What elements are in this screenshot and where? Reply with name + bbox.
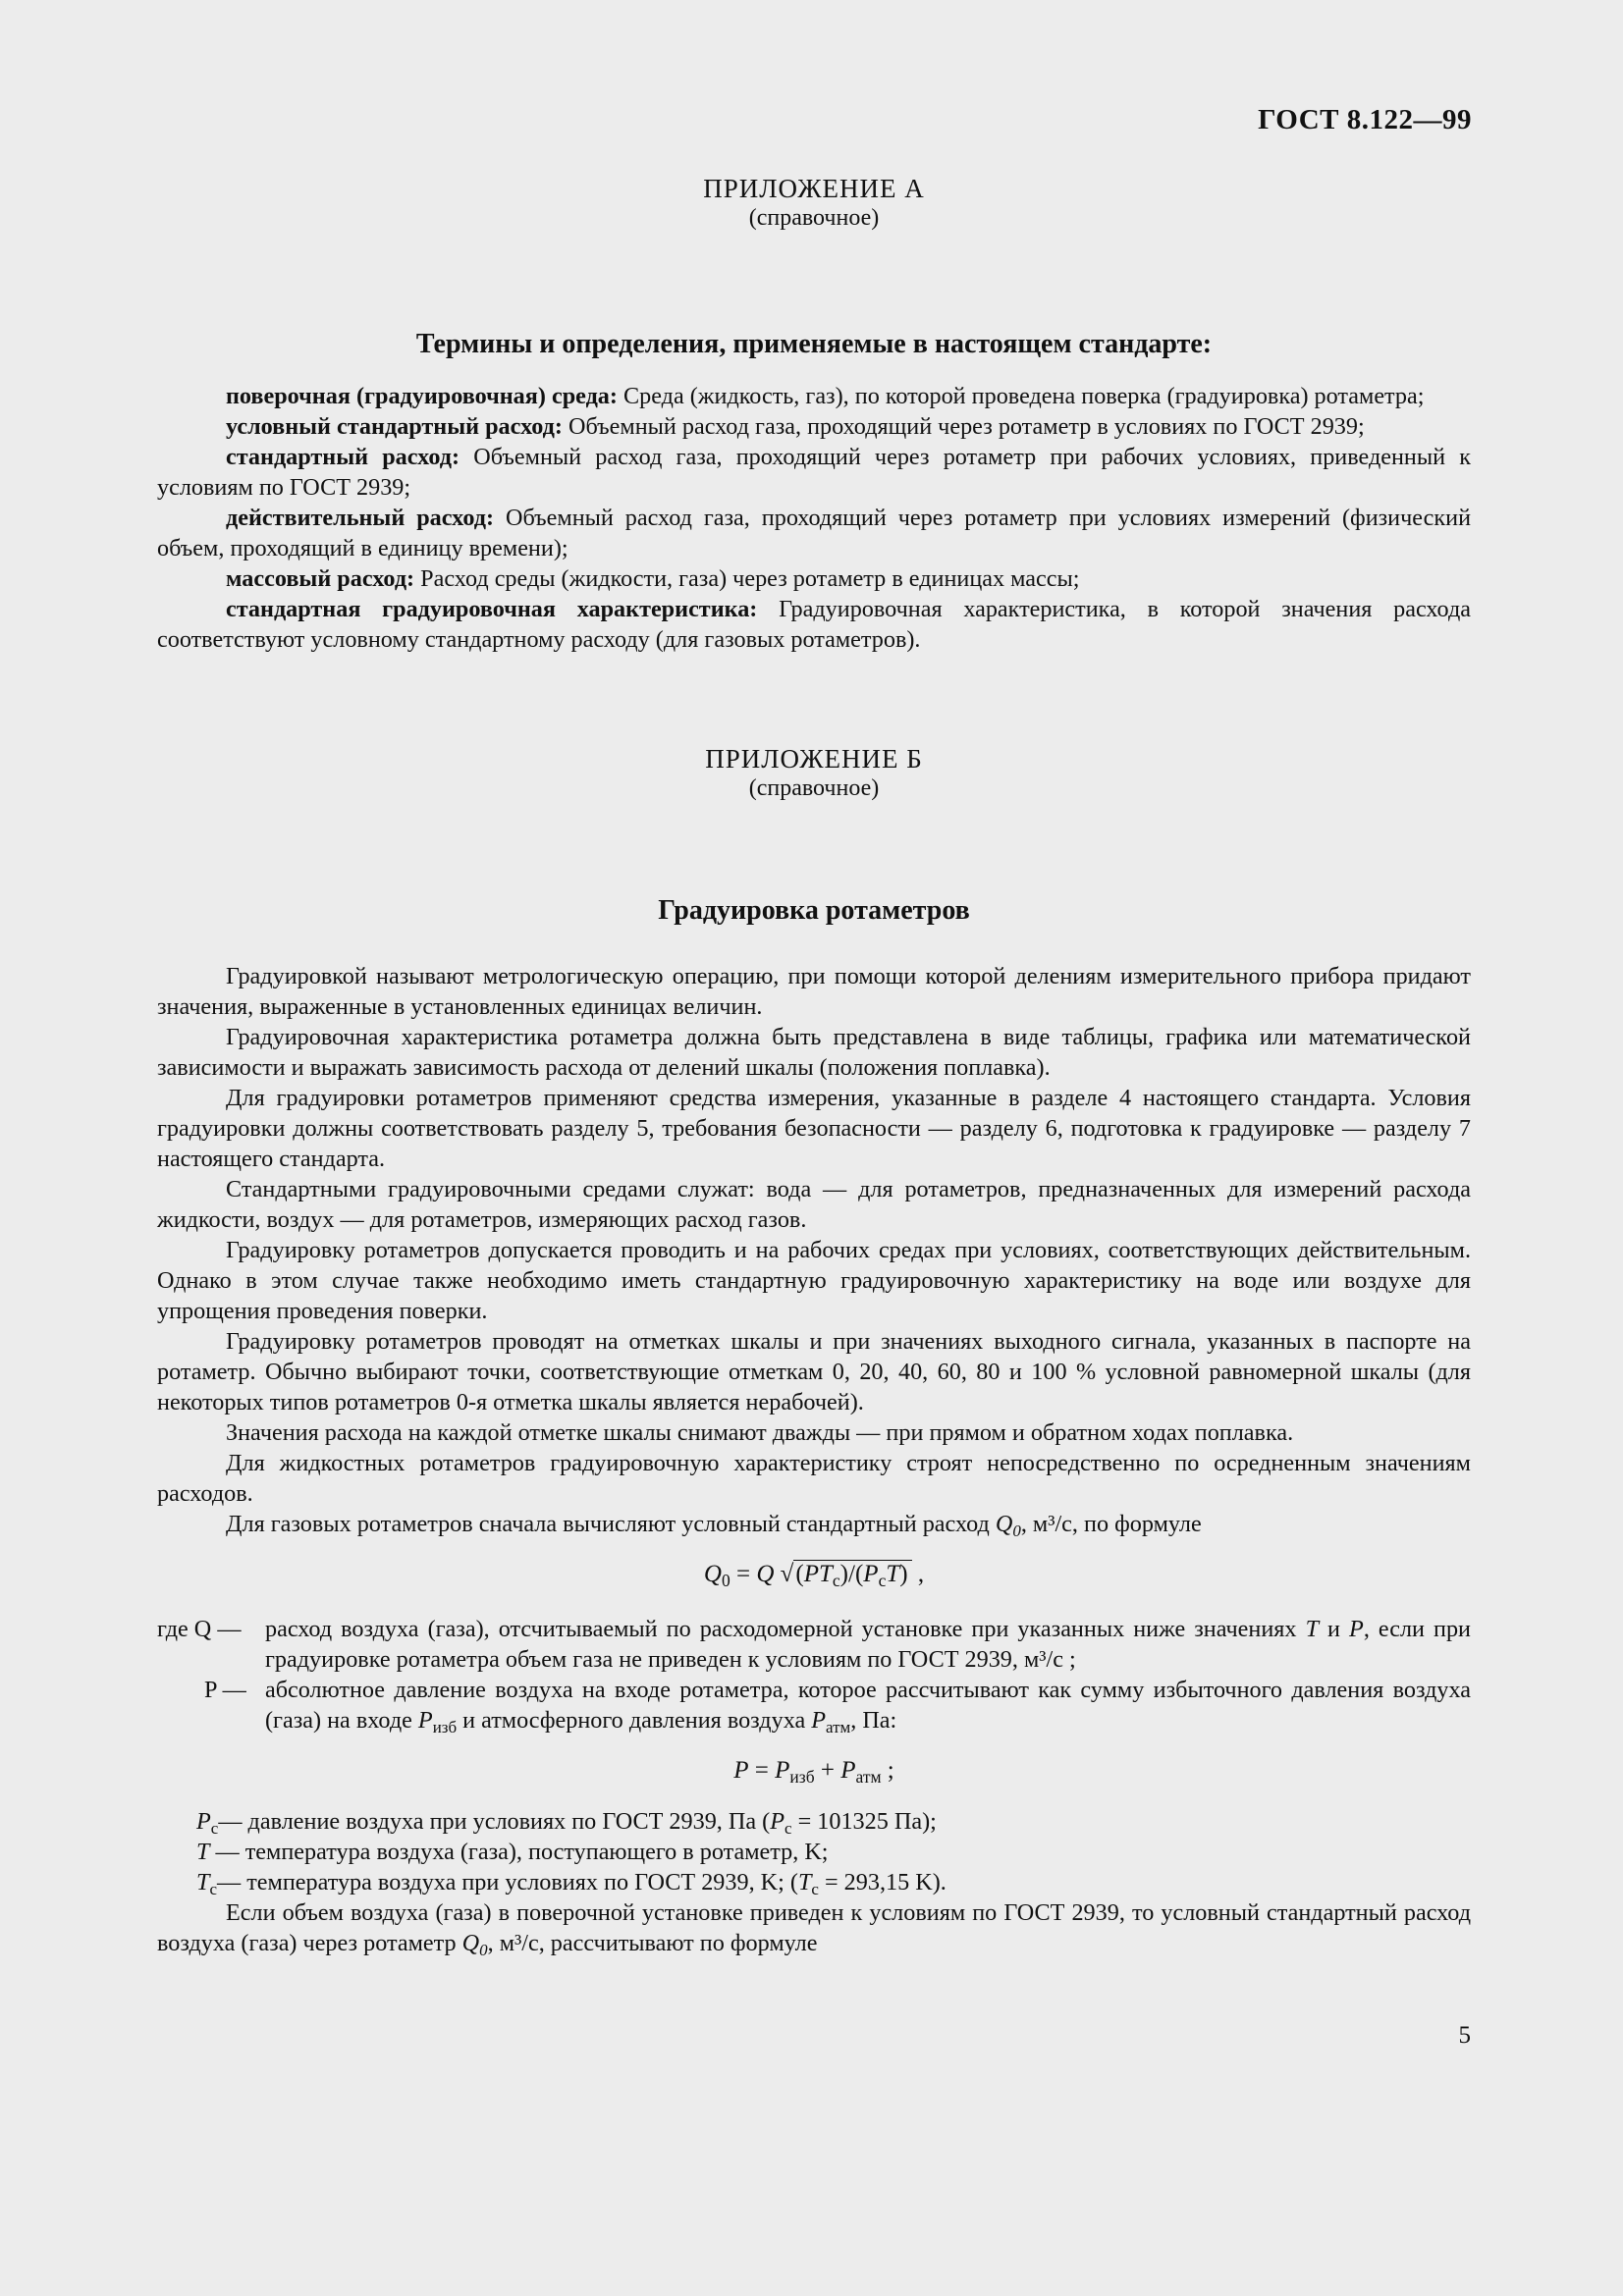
term-item [157,442,1471,503]
term-item [157,563,1471,594]
where-q-label: где Q — [157,1616,242,1642]
page-number: 5 [1458,2022,1471,2049]
body-paragraph: Для жидкостных ротаметров градуировочную характеристику строят непосредственно по осредненным значениям расходов. [157,1450,1471,1507]
term-label: поверочная (градуировочная) среда: [226,383,618,409]
formula-p: $P = P_{изб} + P_{атм}$ ; [733,1757,894,1787]
def-tc: $T_с—$ температура воздуха при условиях по ГОСТ 2939, K; ($T_с = 293,15$ K). [196,1869,947,1898]
content [157,173,1471,1958]
gas-intro-paragraph [157,1509,1471,1539]
body-paragraph: Градуировкой называют метрологическую операцию, при помощи которой делениям измерительного прибора придают значения, выраженные в установленных единицах величин. [157,963,1471,1020]
term-definition: Объемный расход газа, проходящий через ротаметр при рабочих условиях, приведенный к условиям по ГОСТ 2939; [157,444,1471,501]
appendix-b-subtitle: (справочное) [748,775,880,801]
formula-q0: $Q_0 = Q$ $√(PT_с)/(P_сT)$ , [703,1561,925,1590]
term-label: стандартный расход: [226,444,460,470]
where-p-label: P — [204,1677,246,1703]
where-q: где Q — расход воздуха (газа), отсчитываемый по расходомерной установке при указанных ниже значениях T и P, если при градуировке ротаметра объем газа не приведен к условиям по ГОСТ 2939, м³/с ; [157,1616,1471,1673]
appendix-a-title: ПРИЛОЖЕНИЕ А [703,174,925,203]
term-item [157,381,1471,411]
def-t: T — температура воздуха (газа), поступающего в ротаметр, K; [196,1839,829,1865]
where-p: P — абсолютное давление воздуха на входе ротаметра, которое рассчитывают как сумму избыточного давления воздуха (газа) на входе $P_{изб}$ и атмосферного давления воздуха $P_{атм}$, Па: [204,1677,1471,1736]
term-definition: Расход среды (жидкости, газа) через ротаметр в единицах массы; [414,565,1080,592]
calibration-heading: Градуировка ротаметров [658,895,970,926]
term-label: условный стандартный расход: [226,413,563,440]
body-paragraph: Градуировку ротаметров проводят на отметках шкалы и при значениях выходного сигнала, указанных в паспорте на ротаметр. Обычно выбирают точки, соответствующие отметкам 0, 20, 40, 60, 80 и 100 % условной равномерной шкалы (для некоторых типов ротаметров 0-я отметка шкалы является нерабочей). [157,1328,1471,1415]
appendix-b-title: ПРИЛОЖЕНИЕ Б [705,744,923,774]
body-paragraph: Градуировку ротаметров допускается проводить и на рабочих средах при условиях, соответствующих действительным. Однако в этом случае также необходимо иметь стандартную градуировочную характеристику на воде или воздухе для упрощения проведения поверки. [157,1237,1471,1324]
term-label: массовый расход: [226,565,415,592]
body-paragraph: Стандартными градуировочными средами служат: вода — для ротаметров, предназначенных для измерений расхода жидкости, воздух — для ротаметров, измеряющих расход газов. [157,1176,1471,1233]
term-label: стандартная градуировочная характеристика: [226,596,758,622]
gas-intro-unit: , м³/с, по формуле [1020,1511,1202,1537]
term-label: действительный расход: [226,505,495,531]
body-paragraph: Градуировочная характеристика ротаметра должна быть представлена в виде таблицы, графика или математической зависимости и выражать зависимость расхода от делений шкалы (положения поплавка). [157,1024,1471,1081]
terms-heading: Термины и определения, применяемые в настоящем стандарте: [415,329,1213,359]
gas-intro-text: Для газовых ротаметров сначала вычисляют условный стандартный расход [226,1511,996,1537]
final-paragraph: Если объем воздуха (газа) в поверочной установке приведен к условиям по ГОСТ 2939, то условный стандартный расход воздуха (газа) через ротаметр $Q_0$, м³/с, рассчитывают по формуле [157,1899,1471,1959]
term-definition: Среда (жидкость, газ), по которой проведена поверка (градуировка) ротаметра; [617,383,1425,409]
document-code: ГОСТ 8.122—99 [1258,104,1472,135]
appendix-a-subtitle: (справочное) [748,205,880,231]
term-item [157,411,1471,442]
term-definition: Градуировочная характеристика, в которой значения расхода соответствуют условному стандартному расходу (для газовых ротаметров). [157,596,1471,653]
term-item [157,594,1471,655]
body-paragraph: Значения расхода на каждой отметке шкалы снимают дважды — при прямом и обратном ходах поплавка. [226,1419,1294,1446]
term-item [157,503,1471,563]
body-paragraph: Для градуировки ротаметров применяют средства измерения, указанные в разделе 4 настоящего стандарта. Условия градуировки должны соответствовать разделу 5, требования безопасности — разделу 6, подготовка к градуировке — разделу 7 настоящего стандарта. [157,1085,1471,1172]
term-definition: Объемный расход газа, проходящий через ротаметр при условиях измерений (физический объем, проходящий в единицу времени); [157,505,1472,561]
term-definition: Объемный расход газа, проходящий через ротаметр в условиях по ГОСТ 2939; [562,413,1365,440]
sqrt-radicand: $(PT_с)/(P_сT)$ [793,1560,911,1587]
symbol-q0: $Q_0$ [995,1511,1021,1540]
def-pc: $P_с—$ давление воздуха при условиях по ГОСТ 2939, Па ($P_с = 101325$ Па); [196,1808,937,1838]
symbol-q0: $Q_0$ [461,1930,488,1959]
